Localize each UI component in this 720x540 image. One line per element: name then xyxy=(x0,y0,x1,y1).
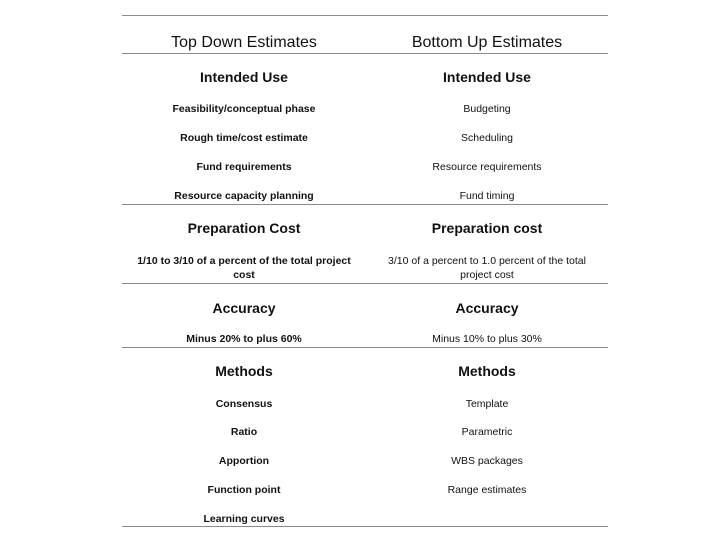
section-heading-preparation-cost-left: Preparation Cost xyxy=(187,220,301,236)
list-item: Minus 10% to plus 30% xyxy=(432,333,542,345)
right-column-title: Bottom Up Estimates xyxy=(411,34,563,51)
list-item: Minus 20% to plus 60% xyxy=(186,333,302,345)
list-item: Resource capacity planning xyxy=(174,190,314,202)
section-rule xyxy=(122,347,608,348)
section-rule xyxy=(122,283,608,284)
list-item: 1/10 to 3/10 of a percent of the total project cost xyxy=(137,255,351,281)
list-item: Learning curves xyxy=(203,513,285,525)
section-heading-accuracy-left: Accuracy xyxy=(212,300,276,316)
section-rule xyxy=(122,204,608,205)
list-item: Rough time/cost estimate xyxy=(180,132,308,144)
section-heading-intended-use-right: Intended Use xyxy=(443,69,531,85)
bottom-rule xyxy=(122,526,608,527)
list-item: Range estimates xyxy=(447,484,527,496)
list-item: 3/10 of a percent to 1.0 percent of the total project cost xyxy=(388,255,586,281)
list-item: Feasibility/conceptual phase xyxy=(172,103,316,115)
section-heading-methods-right: Methods xyxy=(458,363,516,379)
section-heading-intended-use-left: Intended Use xyxy=(200,69,288,85)
list-item: Fund timing xyxy=(459,190,515,202)
section-heading-accuracy-right: Accuracy xyxy=(455,300,519,316)
list-item: WBS packages xyxy=(451,455,523,467)
list-item: Resource requirements xyxy=(432,161,542,173)
list-item: Template xyxy=(465,398,509,410)
left-column-title: Top Down Estimates xyxy=(171,34,317,51)
section-heading-methods-left: Methods xyxy=(215,363,273,379)
list-item: Scheduling xyxy=(461,132,513,144)
list-item: Budgeting xyxy=(463,103,511,115)
list-item: Fund requirements xyxy=(196,161,292,173)
list-item: Consensus xyxy=(215,398,273,410)
list-item: Ratio xyxy=(230,426,258,438)
top-rule xyxy=(122,15,608,16)
header-rule xyxy=(122,53,608,54)
list-item: Apportion xyxy=(218,455,270,467)
section-heading-preparation-cost-right: Preparation cost xyxy=(431,220,543,236)
list-item: Parametric xyxy=(461,426,513,438)
list-item: Function point xyxy=(207,484,281,496)
